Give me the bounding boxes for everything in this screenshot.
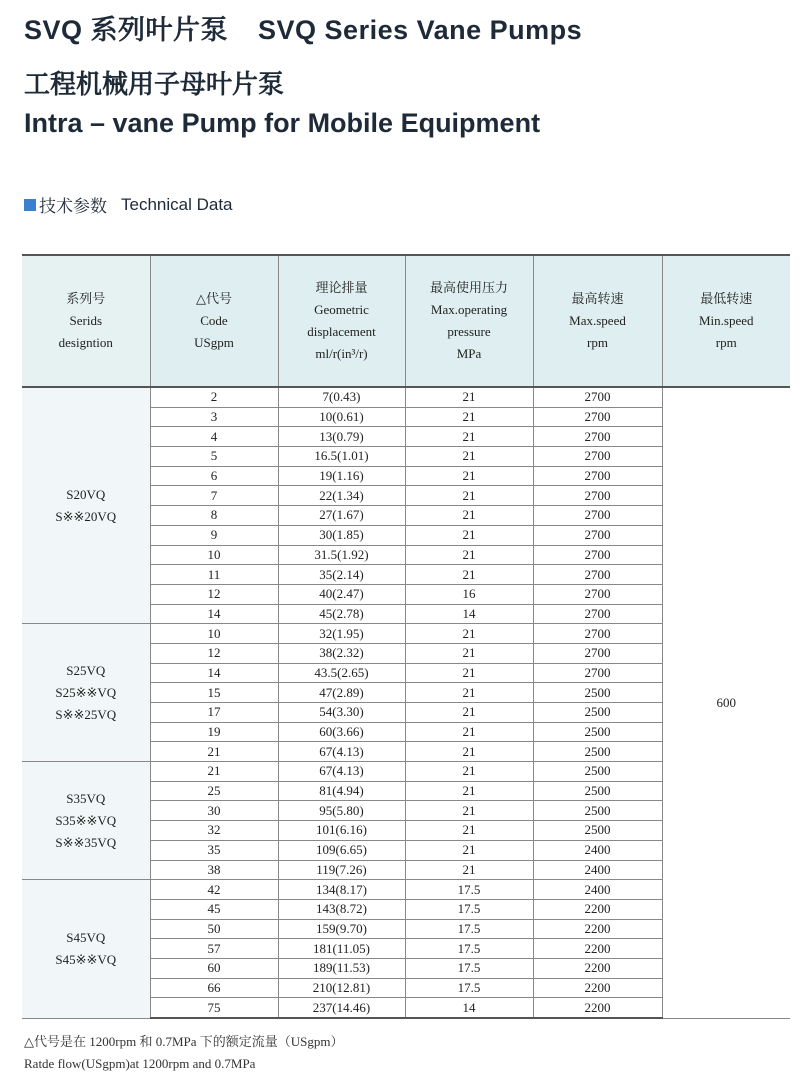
pressure-cell: 17.5	[405, 899, 533, 919]
series-cell	[22, 387, 150, 624]
displacement-cell: 38(2.32)	[278, 643, 405, 663]
displacement-cell: 67(4.13)	[278, 762, 405, 782]
code-cell: 12	[150, 643, 278, 663]
column-header	[278, 255, 405, 387]
max-speed-cell: 2400	[533, 840, 662, 860]
displacement-cell: 47(2.89)	[278, 683, 405, 703]
displacement-cell: 16.5(1.01)	[278, 447, 405, 467]
title-cn: SVQ 系列叶片泵	[24, 15, 229, 45]
series-name: S※※20VQ	[55, 508, 117, 524]
code-cell: 19	[150, 722, 278, 742]
column-header-line: displacement	[307, 324, 376, 339]
max-speed-cell: 2700	[533, 486, 662, 506]
pressure-cell: 21	[405, 447, 533, 467]
pressure-cell: 21	[405, 624, 533, 644]
technical-data-table	[22, 254, 790, 1019]
max-speed-cell: 2400	[533, 860, 662, 880]
column-header	[405, 255, 533, 387]
pressure-cell: 21	[405, 407, 533, 427]
column-header	[22, 255, 150, 387]
displacement-cell: 13(0.79)	[278, 427, 405, 447]
pressure-cell: 21	[405, 506, 533, 526]
series-name: S※※35VQ	[55, 834, 117, 850]
column-header-line: Geometric	[314, 302, 369, 317]
max-speed-cell: 2700	[533, 584, 662, 604]
column-header-line: pressure	[447, 324, 491, 339]
displacement-cell: 31.5(1.92)	[278, 545, 405, 565]
pressure-cell: 21	[405, 683, 533, 703]
column-header-line: USgpm	[194, 335, 234, 350]
series-name: S35VQ	[66, 790, 106, 806]
max-speed-cell: 2500	[533, 821, 662, 841]
code-cell: 8	[150, 506, 278, 526]
code-cell: 45	[150, 899, 278, 919]
max-speed-cell: 2200	[533, 939, 662, 959]
table-body	[22, 387, 790, 1018]
code-cell: 12	[150, 584, 278, 604]
pressure-cell: 21	[405, 801, 533, 821]
pressure-cell: 21	[405, 643, 533, 663]
displacement-cell: 30(1.85)	[278, 525, 405, 545]
displacement-cell: 189(11.53)	[278, 958, 405, 978]
column-header-line: 最低转速	[700, 291, 753, 306]
max-speed-cell: 2200	[533, 978, 662, 998]
max-speed-cell: 2700	[533, 525, 662, 545]
max-speed-cell: 2700	[533, 447, 662, 467]
pressure-cell: 21	[405, 427, 533, 447]
column-header-line: rpm	[587, 335, 608, 350]
code-cell: 15	[150, 683, 278, 703]
pressure-cell: 21	[405, 722, 533, 742]
code-cell: 42	[150, 880, 278, 900]
section-heading-cn: 技术参数	[39, 197, 107, 216]
column-header-line: designtion	[58, 335, 113, 350]
displacement-cell: 19(1.16)	[278, 466, 405, 486]
pressure-cell: 21	[405, 781, 533, 801]
displacement-cell: 67(4.13)	[278, 742, 405, 762]
pressure-cell: 21	[405, 525, 533, 545]
displacement-cell: 237(14.46)	[278, 998, 405, 1018]
code-cell: 75	[150, 998, 278, 1018]
pressure-cell: 16	[405, 584, 533, 604]
series-name: S25VQ	[66, 662, 106, 678]
section-bullet-icon	[24, 199, 36, 211]
max-speed-cell: 2700	[533, 663, 662, 683]
displacement-cell: 134(8.17)	[278, 880, 405, 900]
code-cell: 17	[150, 703, 278, 723]
displacement-cell: 143(8.72)	[278, 899, 405, 919]
title-en: SVQ Series Vane Pumps	[258, 15, 583, 45]
max-speed-cell: 2200	[533, 998, 662, 1018]
code-cell: 21	[150, 762, 278, 782]
pressure-cell: 17.5	[405, 880, 533, 900]
displacement-cell: 27(1.67)	[278, 506, 405, 526]
displacement-cell: 45(2.78)	[278, 604, 405, 624]
max-speed-cell: 2400	[533, 880, 662, 900]
pressure-cell: 21	[405, 703, 533, 723]
displacement-cell: 181(11.05)	[278, 939, 405, 959]
code-cell: 21	[150, 742, 278, 762]
code-cell: 7	[150, 486, 278, 506]
column-header-line: 最高使用压力	[429, 280, 508, 295]
displacement-cell: 81(4.94)	[278, 781, 405, 801]
max-speed-cell: 2500	[533, 742, 662, 762]
series-cell	[22, 880, 150, 1018]
code-cell: 9	[150, 525, 278, 545]
displacement-cell: 95(5.80)	[278, 801, 405, 821]
series-name: S35※※VQ	[55, 812, 117, 828]
displacement-cell: 210(12.81)	[278, 978, 405, 998]
max-speed-cell: 2200	[533, 899, 662, 919]
code-cell: 25	[150, 781, 278, 801]
max-speed-cell: 2700	[533, 624, 662, 644]
displacement-cell: 119(7.26)	[278, 860, 405, 880]
min-speed-cell: 600	[662, 387, 790, 1018]
displacement-cell: 22(1.34)	[278, 486, 405, 506]
column-header-line: 最高转速	[571, 291, 624, 306]
max-speed-cell: 2700	[533, 604, 662, 624]
displacement-cell: 35(2.14)	[278, 565, 405, 585]
column-header-line: Serids	[69, 313, 102, 328]
series-cell	[22, 624, 150, 762]
max-speed-cell: 2200	[533, 919, 662, 939]
column-header-line: 系列号	[66, 291, 106, 306]
max-speed-cell: 2200	[533, 958, 662, 978]
pressure-cell: 21	[405, 860, 533, 880]
column-header-line: △代号	[196, 291, 232, 306]
max-speed-cell: 2700	[533, 565, 662, 585]
section-heading-en: Technical Data	[121, 194, 233, 214]
pressure-cell: 14	[405, 604, 533, 624]
code-cell: 50	[150, 919, 278, 939]
pressure-cell: 17.5	[405, 978, 533, 998]
page-title	[24, 8, 582, 47]
code-cell: 57	[150, 939, 278, 959]
displacement-cell: 109(6.65)	[278, 840, 405, 860]
pressure-cell: 14	[405, 998, 533, 1018]
pressure-cell: 17.5	[405, 919, 533, 939]
code-cell: 11	[150, 565, 278, 585]
column-header	[533, 255, 662, 387]
max-speed-cell: 2500	[533, 781, 662, 801]
code-cell: 6	[150, 466, 278, 486]
pressure-cell: 21	[405, 742, 533, 762]
column-header-line: rpm	[715, 335, 737, 350]
subtitle-cn: 工程机械用子母叶片泵	[24, 69, 285, 99]
pressure-cell: 21	[405, 486, 533, 506]
displacement-cell: 40(2.47)	[278, 584, 405, 604]
pressure-cell: 21	[405, 840, 533, 860]
code-cell: 30	[150, 801, 278, 821]
subtitle-en: Intra – vane Pump for Mobile Equipment	[24, 108, 541, 138]
code-cell: 14	[150, 663, 278, 683]
footnote-en: Ratde flow(USgpm)at 1200rpm and 0.7MPa	[24, 1056, 256, 1071]
max-speed-cell: 2500	[533, 722, 662, 742]
max-speed-cell: 2700	[533, 545, 662, 565]
code-cell: 5	[150, 447, 278, 467]
displacement-cell: 54(3.30)	[278, 703, 405, 723]
pressure-cell: 21	[405, 545, 533, 565]
max-speed-cell: 2700	[533, 407, 662, 427]
pressure-cell: 17.5	[405, 939, 533, 959]
footnote-cn: △代号是在 1200rpm 和 0.7MPa 下的额定流量（USgpm）	[24, 1034, 344, 1049]
column-header-line: Max.operating	[430, 302, 508, 317]
code-cell: 35	[150, 840, 278, 860]
code-cell: 32	[150, 821, 278, 841]
pressure-cell: 17.5	[405, 958, 533, 978]
pressure-cell: 21	[405, 466, 533, 486]
pressure-cell: 21	[405, 387, 533, 407]
code-cell: 10	[150, 545, 278, 565]
table-row	[22, 387, 790, 407]
code-cell: 14	[150, 604, 278, 624]
max-speed-cell: 2500	[533, 801, 662, 821]
pressure-cell: 21	[405, 762, 533, 782]
code-cell: 66	[150, 978, 278, 998]
pressure-cell: 21	[405, 663, 533, 683]
column-header-line: 理论排量	[315, 280, 368, 295]
code-cell: 4	[150, 427, 278, 447]
pressure-cell: 21	[405, 565, 533, 585]
column-header-line: Min.speed	[698, 313, 754, 328]
series-name: S※※25VQ	[55, 706, 117, 722]
section-heading	[24, 192, 233, 217]
max-speed-cell: 2700	[533, 506, 662, 526]
column-header-line: ml/r(in³/r)	[315, 346, 368, 361]
column-header-line: MPa	[456, 346, 482, 361]
code-cell: 2	[150, 387, 278, 407]
column-header-line: Code	[200, 313, 228, 328]
series-name: S45※※VQ	[55, 951, 117, 967]
max-speed-cell: 2700	[533, 427, 662, 447]
displacement-cell: 10(0.61)	[278, 407, 405, 427]
pressure-cell: 21	[405, 821, 533, 841]
code-cell: 60	[150, 958, 278, 978]
displacement-cell: 7(0.43)	[278, 387, 405, 407]
max-speed-cell: 2500	[533, 683, 662, 703]
table-header-row	[22, 255, 790, 387]
series-name: S20VQ	[66, 486, 106, 502]
code-cell: 38	[150, 860, 278, 880]
series-name: S25※※VQ	[55, 684, 117, 700]
displacement-cell: 32(1.95)	[278, 624, 405, 644]
displacement-cell: 43.5(2.65)	[278, 663, 405, 683]
code-cell: 3	[150, 407, 278, 427]
code-cell: 10	[150, 624, 278, 644]
series-cell	[22, 762, 150, 880]
column-header	[150, 255, 278, 387]
max-speed-cell: 2500	[533, 762, 662, 782]
max-speed-cell: 2700	[533, 466, 662, 486]
displacement-cell: 159(9.70)	[278, 919, 405, 939]
series-name: S45VQ	[66, 929, 106, 945]
max-speed-cell: 2700	[533, 387, 662, 407]
displacement-cell: 60(3.66)	[278, 722, 405, 742]
max-speed-cell: 2500	[533, 703, 662, 723]
displacement-cell: 101(6.16)	[278, 821, 405, 841]
column-header-line: Max.speed	[569, 313, 626, 328]
column-header	[662, 255, 790, 387]
max-speed-cell: 2700	[533, 643, 662, 663]
